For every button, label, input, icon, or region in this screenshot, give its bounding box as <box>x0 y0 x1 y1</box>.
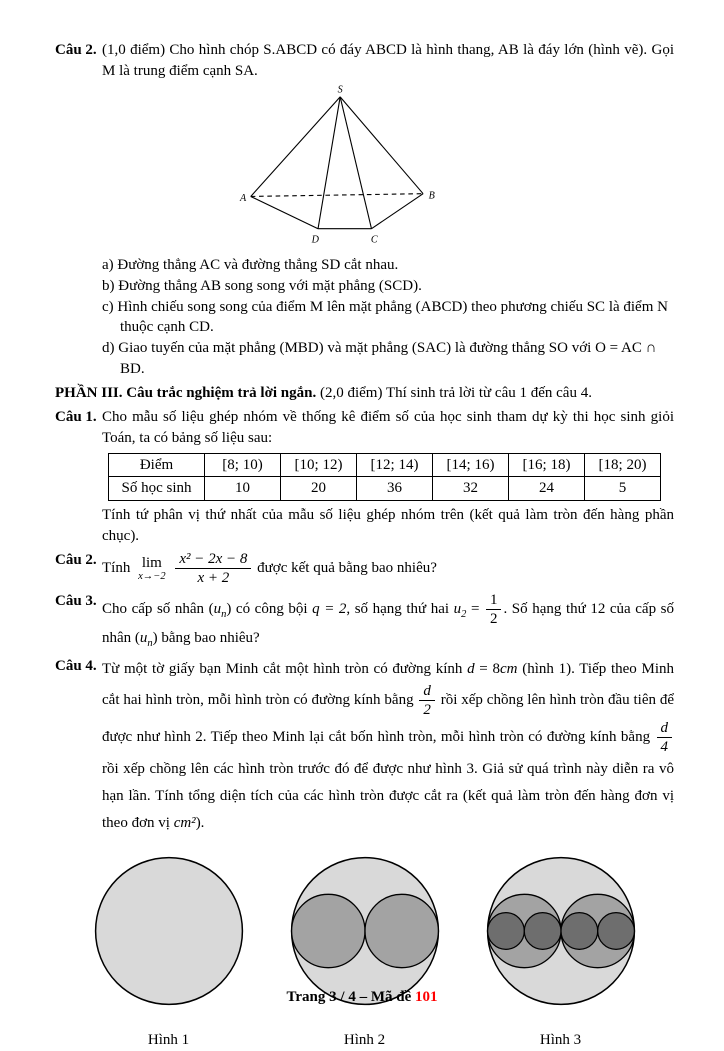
q2-text-before: Tính <box>102 560 131 577</box>
unit-cm: cm <box>499 660 518 677</box>
data-cell: 20 <box>281 477 357 501</box>
edge-SA <box>251 97 340 197</box>
header-cell: [10; 12) <box>281 453 357 477</box>
statement-list <box>102 255 674 379</box>
q4-text: rồi xếp chồng lên các hình tròn trước đó để được như hình 3. Giả sử quá trình này diễn ra vô hạn lần. Tính tổng diện tích của các hình tròn được cắt ra (kết quả làm tròn đến hàng đơn vị theo đơn vị <box>102 761 674 831</box>
footer-page-prefix: Trang <box>286 989 330 1006</box>
q4-text: rồi xếp chồng lên hình tròn đầu tiên để được như hình 2. Tiếp theo Minh lại cắt bốn hình tròn, mỗi hình tròn có đường kính bằng <box>102 692 674 746</box>
edge-AD <box>251 197 318 229</box>
question-1-intro: Cho mẫu số liệu ghép nhóm về thống kê điểm số của học sinh tham dự kỳ thi học sinh giỏi Toán, ta có bảng số liệu sau: <box>102 409 674 446</box>
figure-2-caption: Hình 2 <box>343 1032 386 1049</box>
header-cell: [14; 16) <box>433 453 509 477</box>
q2-text-after: được kết quả bằng bao nhiêu? <box>257 560 437 577</box>
limit-fraction <box>173 550 253 587</box>
q3-text: Cho cấp số nhân ( <box>102 601 214 618</box>
q4-text: ). <box>195 814 205 831</box>
small-circle <box>561 912 598 949</box>
fraction-numerator: d <box>657 719 673 738</box>
fraction-denominator: 2 <box>489 611 498 628</box>
pyramid-figure <box>102 84 674 252</box>
footer-page-info: 3 / 4 – Mã đề <box>329 989 415 1006</box>
small-circle <box>597 912 634 949</box>
unit-cm2: cm² <box>173 814 196 831</box>
table-data-row <box>109 477 661 501</box>
q3-text: . Số hạng thứ 12 của cấp số nhân ( <box>102 601 675 647</box>
table-header-row <box>109 453 661 477</box>
diameter-symbol: d <box>467 660 475 677</box>
figure-1-caption: Hình 1 <box>147 1032 190 1049</box>
fraction-denominator: 2 <box>423 702 431 719</box>
question-3-short <box>55 591 674 651</box>
big-circle <box>95 857 242 1004</box>
figure-3-caption: Hình 3 <box>539 1032 582 1049</box>
vertex-label-B: B <box>428 190 435 202</box>
statement-a: a) Đường thẳng AC và đường thẳng SD cắt nhau. <box>102 257 399 274</box>
u-n-subscript: n <box>147 638 153 650</box>
data-cell: 5 <box>585 477 661 501</box>
statement-b: b) Đường thẳng AB song song với mặt phẳng (SCD). <box>102 278 422 295</box>
fraction-numerator: x² − 2x − 8 <box>175 550 251 569</box>
u-n-subscript: n <box>221 609 227 621</box>
d-over-4-fraction <box>655 719 675 756</box>
part-3-subtitle: (2,0 điểm) Thí sinh trả lời từ câu 1 đến câu 4. <box>316 385 592 402</box>
small-circle <box>487 912 524 949</box>
data-cell: 32 <box>433 477 509 501</box>
question-2-label: Câu 2. <box>55 42 97 58</box>
q3-text: , số hạng thứ hai <box>346 601 454 618</box>
header-cell: [18; 20) <box>585 453 661 477</box>
edge-SD <box>318 97 340 229</box>
question-2-geometry <box>55 40 674 379</box>
small-circle <box>524 912 561 949</box>
header-cell: [16; 18) <box>509 453 585 477</box>
figure-2 <box>285 851 445 1051</box>
limit-subscript: x→−2 <box>138 570 166 582</box>
medium-circle <box>291 894 364 967</box>
edge-SC <box>340 97 371 229</box>
edge-CB <box>371 194 423 229</box>
half-fraction <box>484 591 504 628</box>
header-cell: [8; 10) <box>205 453 281 477</box>
data-cell: 10 <box>205 477 281 501</box>
q3-text: ) có công bội <box>226 601 313 618</box>
question-4-label: Câu 4. <box>55 657 97 674</box>
edge-SB <box>340 97 423 194</box>
edge-AB-dashed <box>251 194 423 197</box>
medium-circle <box>365 894 438 967</box>
fraction-numerator: 1 <box>486 591 502 610</box>
vertex-label-C: C <box>370 234 378 246</box>
q3-text: ) bằng bao nhiêu? <box>152 630 260 647</box>
fraction-denominator: 4 <box>660 739 668 756</box>
q4-text: Từ một tờ giấy bạn Minh cắt một hình tròn có đường kính <box>102 660 468 677</box>
common-ratio: q = 2 <box>312 601 347 618</box>
question-1-label: Câu 1. <box>55 409 97 426</box>
u-n-symbol: u <box>139 630 148 647</box>
part-3-title: PHẦN III. Câu trắc nghiệm trả lời ngắn. <box>55 385 317 402</box>
footer-exam-code: 101 <box>414 989 438 1006</box>
question-1-short <box>55 407 674 546</box>
circle-figures <box>55 851 674 1051</box>
header-cell: Điểm <box>109 453 205 477</box>
question-4-short <box>55 656 674 837</box>
limit-word: lim <box>141 554 162 571</box>
u-2-subscript: 2 <box>461 609 467 621</box>
header-cell: [12; 14) <box>357 453 433 477</box>
vertex-label-A: A <box>239 193 247 205</box>
pyramid-svg <box>236 84 448 245</box>
question-2-short <box>55 550 674 587</box>
vertex-label-D: D <box>311 234 319 246</box>
statement-d: d) Giao tuyến của mặt phẳng (MBD) và mặt phẳng (SAC) là đường thẳng SO với O = AC ∩ BD. <box>102 340 657 377</box>
data-cell: Số học sinh <box>109 477 205 501</box>
question-3-label: Câu 3. <box>55 593 97 610</box>
page-footer <box>0 987 724 1008</box>
figure-1 <box>89 851 249 1051</box>
data-cell: 24 <box>509 477 585 501</box>
fraction-numerator: d <box>419 682 435 701</box>
figure-3 <box>481 851 641 1051</box>
vertex-label-S: S <box>337 84 343 96</box>
limit-expression <box>138 556 166 583</box>
q4-text: (hình 1). Tiếp theo Minh cắt hai hình tròn, mỗi hình tròn có đường kính bằng <box>102 660 674 709</box>
d-over-2-fraction <box>417 682 437 719</box>
question-2-intro: (1,0 điểm) Cho hình chóp S.ABCD có đáy ABCD là hình thang, AB là đáy lớn (hình vẽ). Gọi M là trung điểm cạnh SA. <box>102 42 674 79</box>
question-2s-label: Câu 2. <box>55 552 97 569</box>
u-2-symbol: u <box>453 601 462 618</box>
question-1-outro: Tính tứ phân vị thứ nhất của mẫu số liệu ghép nhóm trên (kết quả làm tròn đến hàng phần chục). <box>102 506 674 544</box>
frequency-table <box>108 453 661 501</box>
fraction-denominator: x + 2 <box>197 570 230 587</box>
data-cell: 36 <box>357 477 433 501</box>
statement-c: c) Hình chiếu song song của điểm M lên mặt phẳng (ABCD) theo phương chiếu SC là điểm N thuộc cạnh CD. <box>102 298 668 336</box>
q4-text: = 8 <box>474 660 500 677</box>
q3-text: = <box>466 601 484 618</box>
u-n-symbol: u <box>213 601 222 618</box>
part-3-heading <box>55 383 674 404</box>
